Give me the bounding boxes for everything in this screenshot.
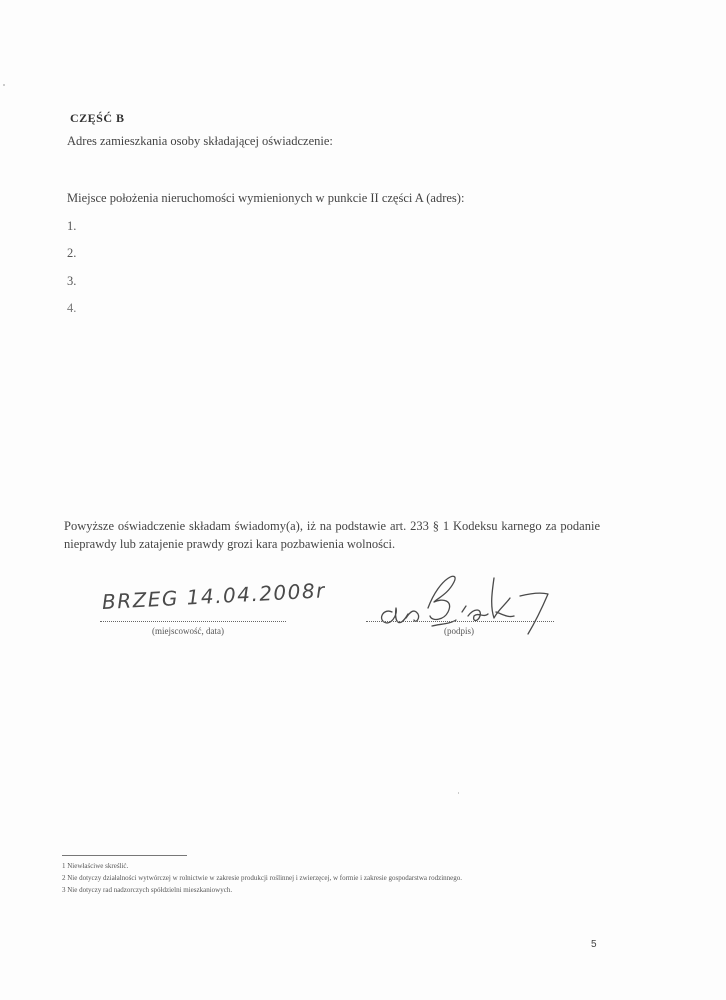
- place-date-caption: (miejscowość, data): [152, 626, 224, 636]
- scan-speck: [458, 792, 459, 794]
- handwritten-place-date: BRZEG 14.04.2008r: [101, 578, 327, 614]
- section-heading: CZĘŚĆ B: [70, 111, 125, 125]
- handwritten-signature: [370, 568, 560, 648]
- numbered-item-4: 4.: [67, 301, 77, 315]
- signature-line: [366, 621, 554, 622]
- numbered-item-2: 2.: [67, 246, 77, 260]
- signature-caption: (podpis): [444, 626, 474, 636]
- page-number: 5: [591, 939, 597, 950]
- declaration-paragraph: Powyższe oświadczenie składam świadomy(a), iż na podstawie art. 233 § 1 Kodeksu karnego za podanie nieprawdy lub zatajenie prawdy grozi kara pozbawienia wolności.: [64, 519, 600, 551]
- footnote-separator: [62, 855, 187, 856]
- place-date-line: [100, 621, 286, 622]
- scan-speck: [3, 84, 5, 86]
- footnote-3: 3 Nie dotyczy rad nadzorczych spółdzielni mieszkaniowych.: [62, 886, 233, 894]
- address-label: Adres zamieszkania osoby składającej oświadczenie:: [67, 134, 333, 148]
- footnote-2: 2 Nie dotyczy działalności wytwórczej w rolnictwie w zakresie produkcji roślinnej i zwierzęcej, w formie i zakresie gospodarstwa rodzinnego.: [62, 874, 463, 882]
- property-location-label: Miejsce położenia nieruchomości wymienionych w punkcie II części A (adres):: [67, 191, 465, 205]
- numbered-item-3: 3.: [67, 274, 77, 288]
- footnote-1: 1 Niewłaściwe skreślić.: [62, 862, 129, 870]
- numbered-item-1: 1.: [67, 219, 77, 233]
